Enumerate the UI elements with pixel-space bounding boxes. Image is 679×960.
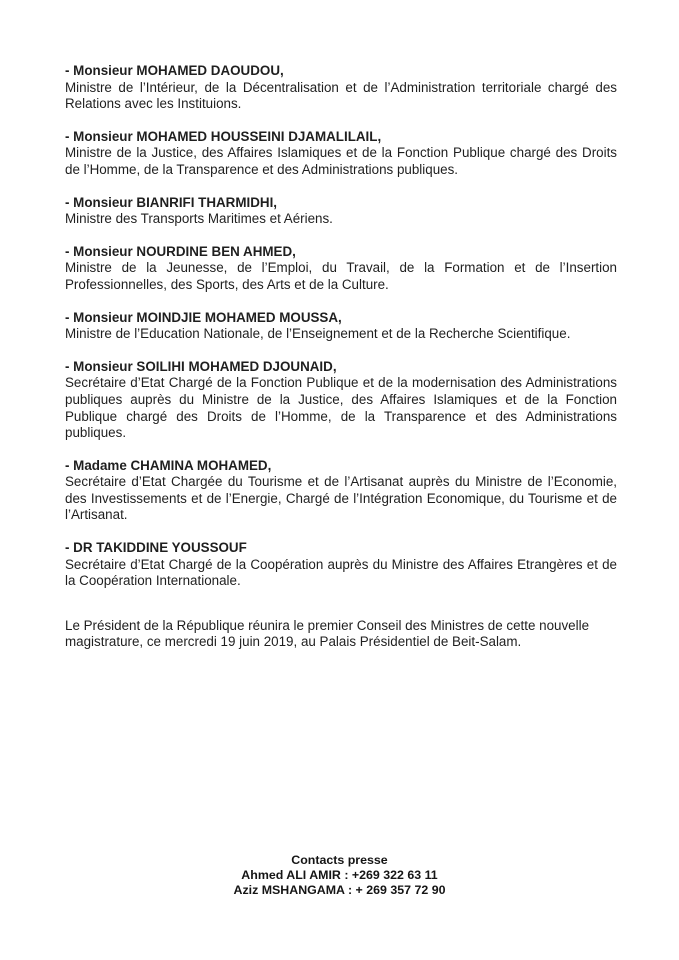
ministers-list xyxy=(65,63,617,651)
minister-name: - Monsieur MOHAMED DAOUDOU, xyxy=(65,63,284,78)
minister-entry xyxy=(65,63,617,113)
minister-name: - Monsieur BIANRIFI THARMIDHI, xyxy=(65,194,278,210)
minister-entry xyxy=(65,359,617,442)
press-contacts xyxy=(0,853,679,897)
closing-paragraph: Le Président de la République réunira le premier Conseil des Ministres de cette nouvelle magistrature, ce mercredi 19 juin 2019, au Palais Présidentiel de Beit-Salam. xyxy=(65,617,590,650)
press-contact-line: Ahmed ALI AMIR : +269 322 63 11 xyxy=(241,867,438,882)
minister-entry xyxy=(65,244,617,294)
press-contacts-title: Contacts presse xyxy=(291,853,388,867)
minister-description: Ministre de l’Intérieur, de la Décentralisation et de l’Administration territoriale chargé des Relations avec les Instituions. xyxy=(65,79,617,112)
minister-name: - Monsieur SOILIHI MOHAMED DJOUNAID, xyxy=(65,358,337,374)
minister-description: Ministre des Transports Maritimes et Aériens. xyxy=(65,211,333,227)
minister-entry xyxy=(65,195,617,228)
press-contact-line: Aziz MSHANGAMA : + 269 357 72 90 xyxy=(233,882,446,897)
minister-entry xyxy=(65,310,617,343)
minister-name: - Monsieur MOHAMED HOUSSEINI DJAMALILAIL, xyxy=(65,128,382,144)
minister-description: Secrétaire d’Etat Chargé de la Coopération auprès du Ministre des Affaires Etrangères et de la Coopération Internationale. xyxy=(65,556,617,589)
minister-entry xyxy=(65,458,617,524)
minister-name: - Monsieur MOINDJIE MOHAMED MOUSSA, xyxy=(65,309,342,325)
minister-name: - Monsieur NOURDINE BEN AHMED, xyxy=(65,243,296,259)
minister-name: - Madame CHAMINA MOHAMED, xyxy=(65,457,272,473)
minister-entry xyxy=(65,129,617,179)
minister-description: Ministre de l’Education Nationale, de l’Enseignement et de la Recherche Scientifique. xyxy=(65,326,571,342)
minister-description: Ministre de la Jeunesse, de l’Emploi, du Travail, de la Formation et de l’Insertion Professionnelles, des Sports, des Arts et de la Culture. xyxy=(65,260,617,292)
minister-entry xyxy=(65,540,617,590)
minister-description: Secrétaire d’Etat Chargé de la Fonction Publique et de la modernisation des Administrations publiques auprès du Ministre de la Justice, des Affaires Islamiques et de la Fonction Publique chargé des Droits de l’Homme, de la Transparence et des Administrations publiques. xyxy=(65,375,617,441)
minister-description: Secrétaire d’Etat Chargée du Tourisme et de l’Artisanat auprès du Ministre de l’Economie, des Investissements et de l’Energie, Chargé de l’Intégration Economique, du Tourisme et de l’Artisanat. xyxy=(65,474,617,523)
minister-name: - DR TAKIDDINE YOUSSOUF xyxy=(65,540,247,556)
minister-description: Ministre de la Justice, des Affaires Islamiques et de la Fonction Publique chargé des Droits de l’Homme, de la Transparence et des Administrations publiques. xyxy=(65,145,617,177)
